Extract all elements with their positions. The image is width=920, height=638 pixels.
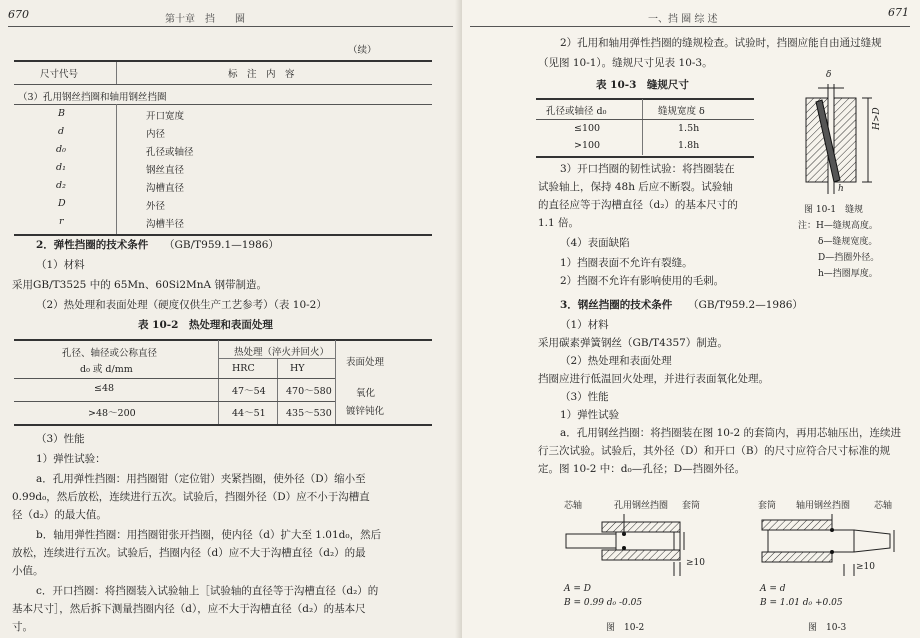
table1-code: d₀	[56, 144, 66, 155]
table3-cell: >100	[574, 140, 601, 151]
continued-label: （续）	[348, 45, 377, 56]
header-rule	[470, 26, 910, 27]
table1-header-content: 标 注 内 容	[228, 69, 295, 80]
para-a: 定。图 10-2 中：d₀—孔径；D—挡圈外径。	[538, 463, 746, 475]
table3-header: 缝规宽度 δ	[658, 106, 705, 117]
section3-standard: （GB/T959.2—1986）	[688, 299, 803, 311]
table3-cell: ≤100	[574, 123, 601, 134]
equation-a: A = d	[760, 584, 786, 594]
table1-desc: 内径	[146, 129, 166, 140]
para-defects: （4）表面缺陷	[560, 237, 630, 249]
page-number: 670	[8, 8, 29, 21]
para-defect-1: 1）挡圈表面不允许有裂缝。	[560, 257, 693, 269]
para-elastic: 1）弹性试验：	[36, 453, 106, 465]
label-sleeve: 套筒	[682, 501, 701, 511]
table1-desc: 沟槽半径	[146, 219, 185, 230]
label-h: h	[838, 184, 844, 194]
label-hole-wire-ring: 孔用钢丝挡圈	[614, 501, 669, 511]
para-elastic: 1）弹性试验	[560, 409, 620, 421]
table1-desc: 钢丝直径	[146, 165, 185, 176]
table2-header-diameter: 孔径、轴径或公称直径	[62, 348, 158, 359]
figure-10-1-note: 注：H—缝规高度。	[798, 221, 878, 231]
figure-10-1-note: δ—缝规宽度。	[818, 237, 878, 247]
para-a: 径（d₂）的最大值。	[12, 509, 107, 521]
table1-header-code: 尺寸代号	[40, 69, 79, 80]
label-shaft-wire-ring: 轴用钢丝挡圈	[796, 501, 851, 511]
table2-cell: 470～580	[286, 386, 332, 397]
table2-caption: 表 10-2 热处理和表面处理	[138, 319, 273, 331]
figure-10-1	[792, 70, 912, 200]
label-core-shaft: 芯轴	[874, 501, 893, 511]
dim-ge10: ≥10	[686, 558, 705, 568]
table3-header: 孔径或轴径 d₀	[546, 106, 607, 117]
table1-desc: 孔径或轴径	[146, 147, 194, 158]
section-header: 一、挡 圈 综 述	[648, 14, 718, 25]
table2-cell: >48～200	[88, 408, 136, 419]
para-b: b．轴用弹性挡圈：用挡圈钳张开挡圈，使内径（d）扩大至 1.01d₀，然后	[36, 529, 382, 541]
figure-10-2	[562, 490, 712, 638]
figure-10-1-note: h—挡圈厚度。	[818, 269, 878, 279]
label-delta: δ	[826, 70, 832, 80]
figure-10-2-caption: 图 10-2	[606, 623, 645, 633]
table3-caption: 表 10-3 缝规尺寸	[596, 79, 689, 91]
header-rule	[8, 26, 453, 27]
table2-header-heat: 热处理（淬火并回火）	[234, 347, 330, 358]
figure-10-3	[758, 490, 908, 638]
figure-10-1-caption: 图 10-1 缝规	[804, 205, 864, 215]
para-a: 0.99d₀，然后放松，连续进行五次。试验后，挡圈外径（D）应不小于沟槽直	[12, 491, 370, 503]
figure-10-1-note: D—挡圈外径。	[818, 253, 880, 263]
para-c: 寸。	[12, 621, 33, 633]
para-gauge-check: 2）孔用和轴用弹性挡圈的缝规检查。试验时，挡圈应能自由通过缝规	[560, 37, 882, 49]
label-sleeve: 套筒	[758, 501, 777, 511]
table2-header-hrc: HRC	[232, 363, 255, 374]
equation-b: B = 1.01 d₀ +0.05	[760, 598, 843, 608]
para-toughness: 1.1 倍。	[538, 217, 580, 229]
table1-code: B	[58, 108, 65, 119]
label-core-shaft: 芯轴	[564, 501, 583, 511]
para-a: a．孔用弹性挡圈：用挡圈钳（定位钳）夹紧挡圈，使外径（D）缩小至	[36, 473, 366, 485]
shaft-ring-test-drawing	[758, 512, 908, 582]
table1-code: d₁	[56, 162, 66, 173]
para-material-text: 采用GB/T3525 中的 65Mn、60Si2MnA 钢带制造。	[12, 279, 267, 291]
table1-section: （3）孔用钢丝挡圈和轴用钢丝挡圈	[18, 92, 167, 103]
page-number: 671	[888, 6, 909, 19]
hole-ring-test-drawing	[562, 512, 712, 582]
para-material: （1）材料	[560, 319, 609, 331]
para-performance: （3）性能	[560, 391, 609, 403]
para-heat: （2）热处理和表面处理	[560, 355, 672, 367]
chapter-header: 第十章 挡 圈	[165, 14, 245, 25]
table1-code: d	[58, 126, 65, 137]
section2-standard: （GB/T959.1—1986）	[164, 239, 279, 251]
para-material-text: 采用碳素弹簧钢丝（GB/T4357）制造。	[538, 337, 728, 349]
table2-surface: 氧化	[356, 388, 376, 399]
para-c: c．开口挡圈：将挡圈装入试验轴上［试验轴的直径等于沟槽直径（d₂）的	[36, 585, 379, 597]
equation-b: B = 0.99 d₀ -0.05	[564, 598, 643, 608]
table2-cell: ≤48	[94, 383, 115, 394]
table2-cell: 47～54	[232, 386, 266, 397]
table3-cell: 1.8h	[678, 140, 700, 151]
figure-10-3-caption: 图 10-3	[808, 623, 847, 633]
right-page	[462, 0, 920, 638]
table2-surface: 镀锌钝化	[346, 406, 385, 417]
para-material: （1）材料	[36, 259, 85, 271]
table1-code: r	[59, 216, 64, 227]
equation-a: A = D	[564, 584, 591, 594]
table1-desc: 外径	[146, 201, 166, 212]
table2-header-surface: 表面处理	[346, 357, 385, 368]
table3-cell: 1.5h	[678, 123, 700, 134]
section2-title: 2．弹性挡圈的技术条件	[36, 239, 149, 251]
para-a: a．孔用钢丝挡圈：将挡圈装在图 10-2 的套筒内，再用芯轴压出，连续进	[560, 427, 902, 439]
table2-cell: 44～51	[232, 408, 266, 419]
table2-cell: 435～530	[286, 408, 332, 419]
table2-header-diameter-unit: d₀ 或 d/mm	[80, 364, 133, 375]
para-toughness: 试验轴上，保持 48h 后应不断裂。试验轴	[538, 181, 733, 193]
para-toughness: 的直径应等于沟槽直径（d₂）的基本尺寸的	[538, 199, 738, 211]
para-b: 放松，连续进行五次。试验后，挡圈内径（d）应不大于沟槽直径（d₂）的最	[12, 547, 366, 559]
section3-title: 3．钢丝挡圈的技术条件	[560, 299, 673, 311]
table1-code: D	[58, 198, 66, 209]
para-gauge-check: （见图 10-1）。缝规尺寸见表 10-3。	[538, 57, 713, 69]
para-c: 基本尺寸］，然后拆下测量挡圈内径（d），应不大于沟槽直径（d₂）的基本尺	[12, 603, 366, 615]
para-a: 行三次试验。试验后，其外径（D）和开口（B）的尺寸应符合尺寸标准的规	[538, 445, 891, 457]
table2-header-hy: HY	[290, 363, 305, 374]
table1-code: d₂	[56, 180, 66, 191]
para-performance: （3）性能	[36, 433, 85, 445]
para-b: 小值。	[12, 565, 44, 577]
dim-ge10: ≥10	[856, 562, 875, 572]
table1-desc: 开口宽度	[146, 111, 185, 122]
para-heat-text: 挡圈应进行低温回火处理，并进行表面氧化处理。	[538, 373, 769, 385]
feeler-gauge-drawing	[792, 70, 912, 200]
para-heat: （2）热处理和表面处理（硬度仅供生产工艺参考）（表 10-2）	[36, 299, 327, 311]
table1-desc: 沟槽直径	[146, 183, 185, 194]
para-toughness: 3）开口挡圈的韧性试验：将挡圈装在	[560, 163, 735, 175]
para-defect-2: 2）挡圈不允许有影响使用的毛刺。	[560, 275, 725, 287]
label-h-gt-d: H>D	[872, 107, 882, 130]
